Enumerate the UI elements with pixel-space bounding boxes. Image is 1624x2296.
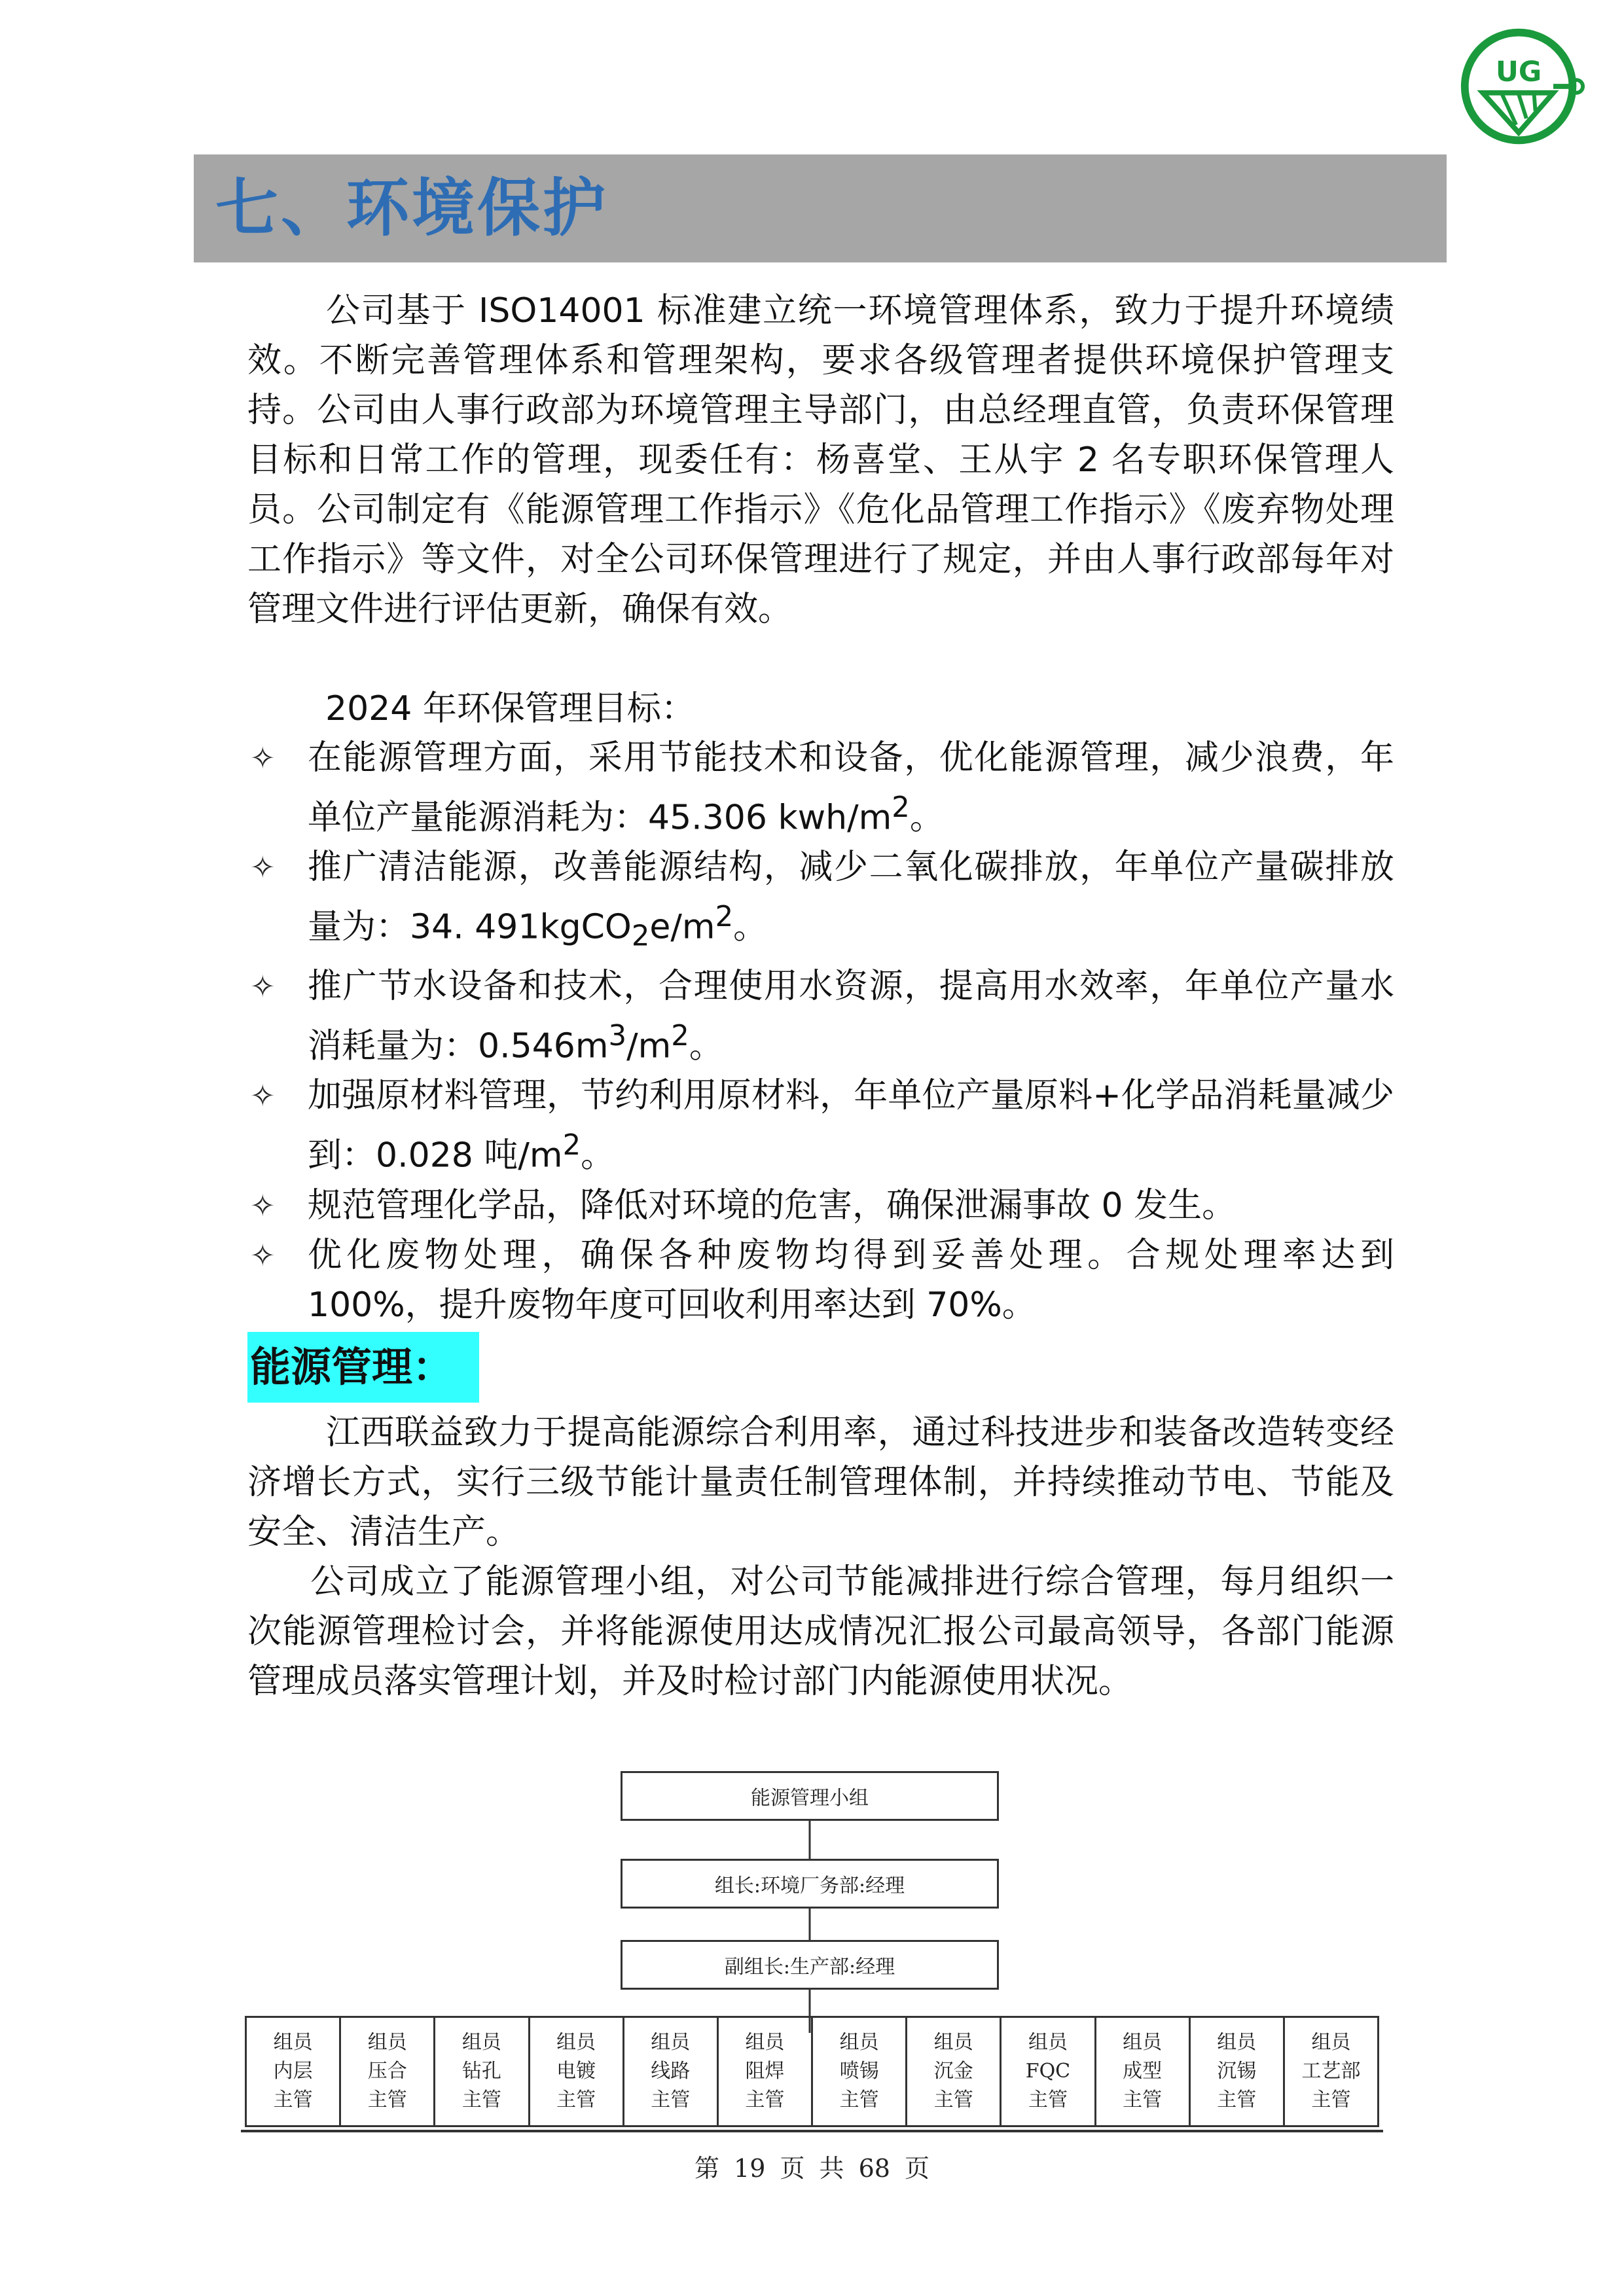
org-member-box: 组员 钻孔 主管	[435, 2018, 530, 2127]
company-logo	[1457, 22, 1585, 151]
energy-paragraph-2: 公司成立了能源管理小组，对公司节能减排进行综合管理，每月组织一次能源管理检讨会，并将能源使用达成情况汇报公司最高领导，各部门能源管理成员落实管理计划，并及时检讨部门内能源使用状况。	[247, 1562, 1394, 1701]
org-member-box: 组员 电镀 主管	[530, 2018, 624, 2127]
energy-paragraph-1: 江西联益致力于提高能源综合利用率，通过科技进步和装备改造转变经济增长方式，实行三级节能计量责任制管理体制，并持续推动节电、节能及安全、清洁生产。	[247, 1413, 1394, 1552]
four-point-star-icon: ✧	[250, 740, 276, 776]
org-top-box: 能源管理小组	[621, 1771, 999, 1821]
intro-paragraph: 公司基于 ISO14001 标准建立统一环境管理体系，致力于提升环境绩效。不断完善管理体系和管理架构，要求各级管理者提供环境保护管理支持。公司由人事行政部为环境管理主导部门，由总经理直管，负责环保管理目标和日常工作的管理，现委任有：杨喜堂、王从宇 2 名专职环保管理人员。公司制定有《能源管理工作指示》《危化品管理工作指示》《废弃物处理工作指示》等文件，对全公司环保管理进行了规定，并由人事行政部每年对管理文件进行评估更新，确保有效。	[247, 291, 1394, 629]
four-point-star-icon: ✧	[250, 850, 276, 886]
org-member-box: 组员 沉金 主管	[907, 2018, 1001, 2127]
list-item: ✧ 推广清洁能源，改善能源结构，减少二氧化碳排放，年单位产量碳排放量为：34. $491kgCO_2e/m^2$。	[247, 842, 1394, 961]
org-member-box: 组员 内层 主管	[247, 2018, 341, 2127]
list-item: ✧ 推广节水设备和技术，合理使用水资源，提高用水效率，年单位产量水消耗量为：$0.546m^3/m^2$。	[247, 961, 1394, 1071]
energy-org-chart	[241, 1771, 1383, 2138]
org-deputy-box: 副组长:生产部:经理	[621, 1940, 999, 1990]
goals-title: 2024 年环保管理目标：	[325, 689, 695, 728]
energy-section-heading: 能源管理：	[247, 1332, 479, 1403]
list-item: ✧ 加强原材料管理，节约利用原材料，年单位产量原料+化学品消耗量减少到：0.028 吨$/m^2$。	[247, 1071, 1394, 1180]
org-member-box: 组员 工艺部 主管	[1285, 2018, 1379, 2127]
four-point-star-icon: ✧	[250, 1237, 276, 1273]
energy-block	[247, 1408, 1394, 1706]
org-member-box: 组员 FQC 主管	[1001, 2018, 1096, 2127]
intro-block	[247, 286, 1394, 634]
org-member-box: 组员 成型 主管	[1096, 2018, 1191, 2127]
four-point-star-icon: ✧	[250, 969, 276, 1005]
org-member-box: 组员 阻焊 主管	[719, 2018, 813, 2127]
list-item: ✧ 规范管理化学品，降低对环境的危害，确保泄漏事故 0 发生。	[247, 1181, 1394, 1230]
section-title-bar	[194, 154, 1447, 262]
page-title: 七、环境保护	[215, 171, 608, 245]
org-member-box: 组员 沉锡 主管	[1191, 2018, 1285, 2127]
four-point-star-icon: ✧	[250, 1187, 276, 1223]
org-bottom-rule	[241, 2130, 1383, 2132]
goals-list	[247, 733, 1394, 1330]
list-item: ✧ 优化废物处理，确保各种废物均得到妥善处理。合规处理率达到 100%，提升废物年度可回收利用率达到 70%。	[247, 1230, 1394, 1330]
page-number: 第 19 页 共 68 页	[694, 2154, 930, 2183]
four-point-star-icon: ✧	[250, 1078, 276, 1114]
svg-text:UG: UG	[1495, 56, 1542, 89]
org-member-box: 组员 喷锡 主管	[813, 2018, 907, 2127]
org-member-box: 组员 压合 主管	[341, 2018, 435, 2127]
list-item: ✧ 在能源管理方面，采用节能技术和设备，优化能源管理，减少浪费，年单位产量能源消耗为：45.306 kwh/$m^2$。	[247, 733, 1394, 842]
org-member-box: 组员 线路 主管	[624, 2018, 719, 2127]
org-member-row	[245, 2016, 1379, 2127]
org-leader-box: 组长:环境厂务部:经理	[621, 1859, 999, 1909]
